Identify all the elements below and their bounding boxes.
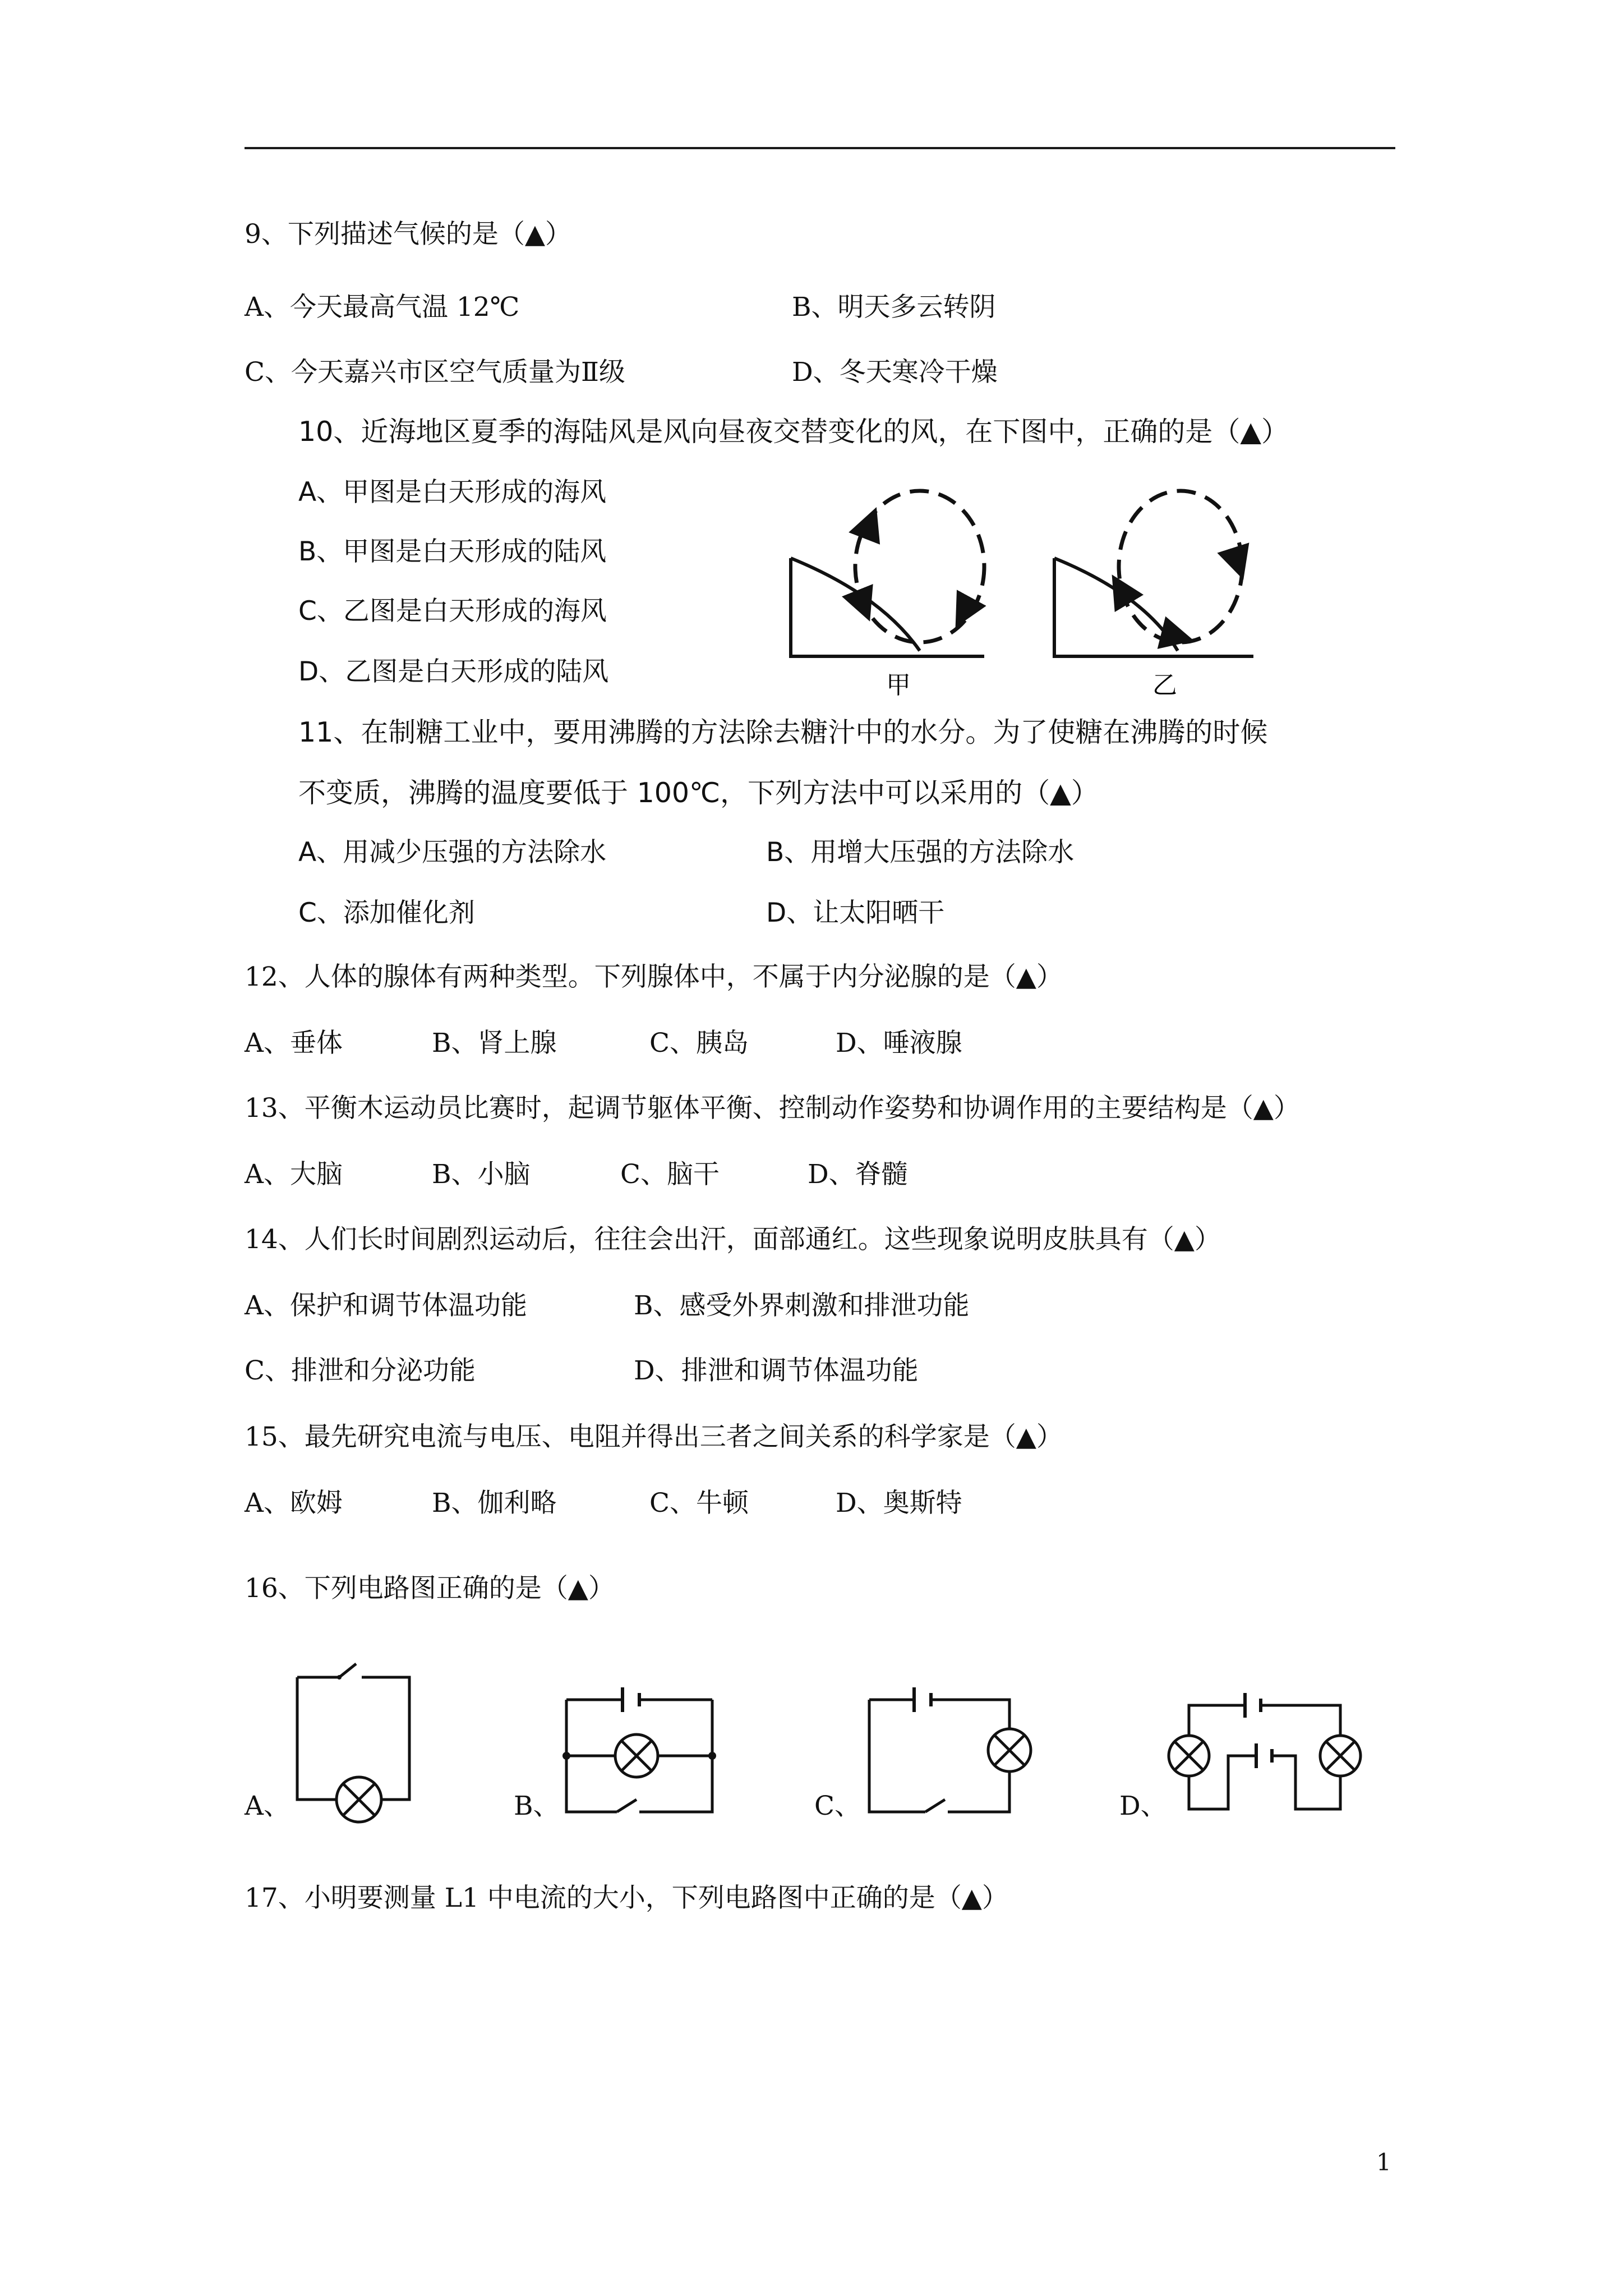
- q10-stem: 10、近海地区夏季的海陆风是风向昼夜交替变化的风，在下图中，正确的是（▲）: [298, 416, 1289, 448]
- circuit-b: [561, 1677, 718, 1823]
- q11-option-b: B、用增大压强的方法除水: [766, 837, 1075, 868]
- header-rule: [245, 147, 1395, 149]
- q14-stem: 14、人们长时间剧烈运动后，往往会出汗，面部通红。这些现象说明皮肤具有（▲）: [245, 1224, 1221, 1255]
- q11-option-c: C、添加催化剂: [298, 898, 475, 928]
- q16-option-c-label: C、: [814, 1791, 861, 1821]
- q10-option-b: B、甲图是白天形成的陆风: [298, 536, 607, 567]
- q15-stem: 15、最先研究电流与电压、电阻并得出三者之间关系的科学家是（▲）: [245, 1421, 1063, 1452]
- q16-option-b-label: B、: [514, 1791, 560, 1821]
- q12-option-d: D、唾液腺: [836, 1028, 962, 1059]
- q11-stem-line2: 不变质，沸腾的温度要低于 100℃，下列方法中可以采用的（▲）: [298, 777, 1099, 809]
- q15-option-b: B、伽利略: [432, 1488, 557, 1519]
- q12-option-a: A、垂体: [245, 1028, 343, 1059]
- q16-stem: 16、下列电路图正确的是（▲）: [245, 1573, 615, 1604]
- q14-option-a: A、保护和调节体温功能: [245, 1290, 527, 1321]
- q15-option-c: C、牛顿: [649, 1488, 749, 1519]
- q13-option-c: C、脑干: [620, 1159, 720, 1190]
- q14-option-b: B、感受外界刺激和排泄功能: [634, 1290, 970, 1321]
- q9-option-d: D、冬天寒冷干燥: [792, 357, 998, 388]
- circuit-c: [864, 1677, 1032, 1823]
- q9-option-a: A、今天最高气温 12℃: [245, 292, 520, 323]
- circuit-d: [1166, 1677, 1363, 1823]
- q13-option-b: B、小脑: [432, 1159, 531, 1190]
- page-number: 1: [1376, 2148, 1391, 2176]
- q10-option-a: A、甲图是白天形成的海风: [298, 477, 607, 508]
- q14-option-c: C、排泄和分泌功能: [245, 1355, 476, 1386]
- q12-stem: 12、人体的腺体有两种类型。下列腺体中，不属于内分泌腺的是（▲）: [245, 961, 1063, 992]
- figure-caption-jia: 甲: [886, 671, 911, 700]
- sea-land-breeze-figure: [785, 482, 1267, 718]
- q12-option-c: C、胰岛: [649, 1028, 749, 1059]
- q15-option-d: D、奥斯特: [836, 1488, 962, 1519]
- q16-option-a-label: A、: [245, 1791, 290, 1821]
- q10-option-c: C、乙图是白天形成的海风: [298, 596, 607, 627]
- q14-option-d: D、排泄和调节体温功能: [634, 1355, 919, 1386]
- q9-stem: 9、下列描述气候的是（▲）: [245, 219, 572, 250]
- q12-option-b: B、肾上腺: [432, 1028, 557, 1059]
- q13-option-d: D、脊髓: [808, 1159, 908, 1190]
- q16-option-d-label: D、: [1119, 1791, 1167, 1821]
- q10-option-d: D、乙图是白天形成的陆风: [298, 656, 609, 687]
- figure-yi: [1054, 491, 1253, 700]
- figure-jia: [791, 491, 984, 700]
- figure-caption-yi: 乙: [1152, 671, 1177, 700]
- q11-stem-line1: 11、在制糖工业中，要用沸腾的方法除去糖汁中的水分。为了使糖在沸腾的时候: [298, 716, 1268, 748]
- q9-option-c: C、今天嘉兴市区空气质量为Ⅱ级: [245, 357, 625, 388]
- q11-option-a: A、用减少压强的方法除水: [298, 837, 607, 868]
- q17-stem: 17、小明要测量 L1 中电流的大小，下列电路图中正确的是（▲）: [245, 1883, 1008, 1913]
- q13-option-a: A、大脑: [245, 1159, 343, 1190]
- q13-stem: 13、平衡木运动员比赛时，起调节躯体平衡、控制动作姿势和协调作用的主要结构是（▲）: [245, 1093, 1300, 1124]
- q11-option-d: D、让太阳晒干: [766, 898, 945, 928]
- q15-option-a: A、欧姆: [245, 1488, 343, 1519]
- q9-option-b: B、明天多云转阴: [792, 292, 996, 323]
- circuit-a: [292, 1660, 421, 1823]
